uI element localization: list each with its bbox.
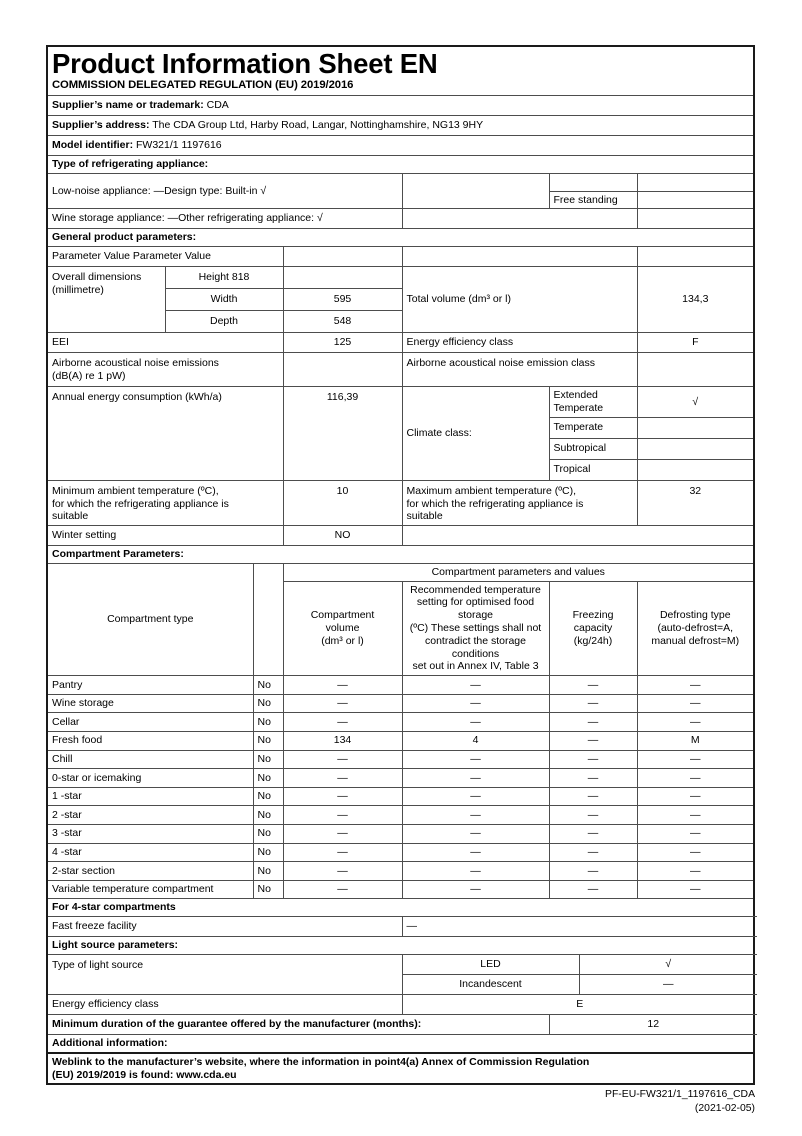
wine-storage-type-label: Wine storage appliance: —Other refrigerating appliance: √ [48, 209, 402, 229]
max-ambient-line1: Maximum ambient temperature (ºC), [406, 484, 577, 497]
airborne-noise-line1: Airborne acoustical noise emissions [52, 357, 219, 370]
page-subtitle: COMMISSION DELEGATED REGULATION (EU) 2019/2016 [52, 79, 354, 92]
supplier-name-value: CDA [206, 99, 229, 112]
compartment-defrost: — [637, 750, 753, 769]
free-standing-label: Free standing [549, 191, 637, 209]
compartment-defrost: — [637, 694, 753, 713]
compartment-temperature-header-line1: Recommended temperature [410, 583, 541, 596]
total-volume-value: 134,3 [637, 267, 753, 333]
light-energy-class-label: Energy efficiency class [48, 994, 402, 1014]
table-row [48, 880, 753, 899]
compartment-freezing: — [549, 843, 637, 862]
compartment-type: Wine storage [48, 694, 253, 713]
product-information-sheet [46, 45, 755, 1085]
winter-setting-label: Winter setting [48, 526, 283, 546]
general-section-row [48, 229, 753, 247]
parameter-header-empty-3 [637, 247, 753, 267]
light-energy-class-row [48, 994, 757, 1014]
eei-value: 125 [283, 333, 402, 353]
light-source-incandescent-value: — [579, 974, 757, 994]
compartment-present: No [253, 694, 283, 713]
wine-storage-type-row [48, 209, 753, 229]
compartment-temperature: — [402, 676, 549, 695]
compartment-temperature-header [402, 581, 549, 676]
energy-efficiency-class-value: F [637, 333, 753, 353]
compartment-present: No [253, 676, 283, 695]
compartment-volume-header-line1: Compartment [310, 609, 375, 622]
compartment-group-header: Compartment parameters and values [283, 564, 753, 581]
compartment-defrost: M [637, 732, 753, 751]
four-star-section-title: For 4-star compartments [48, 899, 757, 916]
compartment-table [48, 564, 753, 900]
compartment-freezing: — [549, 694, 637, 713]
compartment-freezing: — [549, 862, 637, 881]
compartment-freezing-header [549, 581, 637, 676]
total-volume-label: Total volume (dm³ or l) [402, 267, 637, 333]
compartment-type: 4 -star [48, 843, 253, 862]
overall-dimensions-label [48, 267, 165, 333]
energy-efficiency-class-label: Energy efficiency class [402, 333, 637, 353]
compartment-present: No [253, 825, 283, 844]
compartment-volume: — [283, 862, 402, 881]
compartment-type: 3 -star [48, 825, 253, 844]
supplier-address-cell [48, 115, 753, 135]
weblink-cell [48, 1053, 753, 1084]
compartment-volume: — [283, 880, 402, 899]
weblink-line2: (EU) 2019/2019 is found: www.cda.eu [52, 1068, 237, 1081]
dimensions-height-row [48, 267, 753, 289]
min-ambient-line1: Minimum ambient temperature (ºC), [52, 484, 219, 497]
compartment-defrost: — [637, 806, 753, 825]
compartment-temperature: — [402, 787, 549, 806]
compartment-freezing: — [549, 806, 637, 825]
winter-setting-row [48, 526, 753, 546]
compartment-temperature: — [402, 806, 549, 825]
table-row [48, 750, 753, 769]
footer-date: (2021-02-05) [694, 1102, 755, 1114]
climate-class-subtropical-label: Subtropical [549, 438, 637, 459]
wine-storage-type-empty-1 [402, 209, 637, 229]
min-ambient-line2: for which the refrigerating appliance is [52, 497, 229, 510]
compartment-temperature: — [402, 843, 549, 862]
supplier-address-value: The CDA Group Ltd, Harby Road, Langar, Nottinghamshire, NG13 9HY [152, 119, 484, 132]
winter-setting-value: NO [283, 526, 402, 546]
climate-class-temperate-label: Temperate [549, 417, 637, 438]
main-table [48, 47, 753, 564]
min-ambient-value: 10 [283, 480, 402, 525]
supplier-address-label: Supplier’s address: [52, 119, 150, 132]
compartment-freezing-header-line1: Freezing [572, 609, 614, 622]
climate-class-extended-temperate-value: √ [637, 387, 753, 418]
min-ambient-label [48, 480, 283, 525]
low-noise-spacer-cell [402, 173, 549, 209]
height-label: Height 818 [165, 267, 283, 289]
fast-freeze-label: Fast freeze facility [48, 917, 402, 937]
model-identifier-cell [48, 135, 753, 155]
design-type-empty-value [637, 173, 753, 191]
four-star-section-row [48, 899, 757, 916]
airborne-noise-class-value [637, 353, 753, 387]
compartment-type: Variable temperature compartment [48, 880, 253, 899]
additional-info-section-title: Additional information: [48, 1034, 757, 1051]
compartment-volume-header-line3: (dm³ or l) [321, 634, 364, 647]
fast-freeze-value: — [402, 917, 757, 937]
compartment-temperature: — [402, 862, 549, 881]
compartment-temperature-header-line3: (ºC) These settings shall not [409, 622, 542, 635]
light-source-section-title: Light source parameters: [48, 937, 757, 955]
max-ambient-line3: suitable [406, 510, 443, 523]
supplier-name-row [48, 95, 753, 115]
free-standing-value [637, 191, 753, 209]
additional-info-section-row [48, 1034, 757, 1051]
wine-storage-type-empty-2 [637, 209, 753, 229]
light-source-section-row [48, 937, 757, 955]
compartment-type: Cellar [48, 713, 253, 732]
supplier-name-cell [48, 95, 753, 115]
compartment-defrost-header-line1: Defrosting type [659, 609, 731, 622]
compartment-freezing: — [549, 787, 637, 806]
width-value: 595 [283, 289, 402, 311]
compartment-defrost: — [637, 880, 753, 899]
appliance-type-section-row [48, 155, 753, 173]
winter-setting-empty [402, 526, 753, 546]
climate-class-tropical-label: Tropical [549, 459, 637, 480]
compartment-present: No [253, 750, 283, 769]
annual-energy-label: Annual energy consumption (kWh/a) [48, 387, 283, 481]
table-row [48, 694, 753, 713]
footer-reference: PF-EU-FW321/1_1197616_CDA [605, 1089, 755, 1100]
compartment-type: Pantry [48, 676, 253, 695]
compartment-freezing-header-line3: (kg/24h) [573, 634, 613, 647]
compartment-type: Fresh food [48, 732, 253, 751]
light-source-led-value: √ [579, 954, 757, 974]
light-source-led-label: LED [402, 954, 579, 974]
depth-label: Depth [165, 311, 283, 333]
compartment-freezing: — [549, 750, 637, 769]
width-label: Width [165, 289, 283, 311]
compartment-temperature: 4 [402, 732, 549, 751]
eei-label: EEI [48, 333, 283, 353]
table-row [48, 787, 753, 806]
airborne-noise-value [283, 353, 402, 387]
compartment-section-row [48, 546, 753, 564]
general-section-title: General product parameters: [48, 229, 753, 247]
parameter-header-row [48, 247, 753, 267]
compartment-volume: — [283, 825, 402, 844]
light-source-led-row [48, 954, 757, 974]
guarantee-value: 12 [549, 1014, 757, 1034]
compartment-defrost: — [637, 862, 753, 881]
compartment-group-header-row [48, 564, 753, 581]
compartment-present: No [253, 843, 283, 862]
light-source-incandescent-label: Incandescent [402, 974, 579, 994]
supplier-name-label: Supplier’s name or trademark: [52, 99, 204, 112]
parameter-header-label: Parameter Value Parameter Value [48, 247, 283, 267]
compartment-volume: — [283, 843, 402, 862]
weblink-line1: Weblink to the manufacturer’s website, where the information in point4(a) Annex of Commission Regulation [52, 1055, 590, 1068]
max-ambient-line2: for which the refrigerating appliance is [406, 497, 584, 510]
max-ambient-value: 32 [637, 480, 753, 525]
parameter-header-empty-1 [283, 247, 402, 267]
bottom-table [48, 899, 757, 1051]
compartment-volume: — [283, 787, 402, 806]
climate-class-tropical-value [637, 459, 753, 480]
supplier-address-row [48, 115, 753, 135]
compartment-present-header [253, 564, 283, 676]
compartment-type: 2 -star [48, 806, 253, 825]
table-row [48, 806, 753, 825]
compartment-freezing: — [549, 880, 637, 899]
overall-dimensions-line2: (millimetre) [52, 283, 104, 296]
compartment-temperature: — [402, 694, 549, 713]
climate-class-extended-temperate-label: Extended Temperate [549, 387, 637, 418]
compartment-present: No [253, 787, 283, 806]
overall-dimensions-line1: Overall dimensions [52, 271, 142, 284]
compartment-volume: 134 [283, 732, 402, 751]
compartment-type: 2-star section [48, 862, 253, 881]
compartment-defrost: — [637, 769, 753, 788]
height-value [283, 267, 402, 289]
compartment-present: No [253, 769, 283, 788]
climate-class-label: Climate class: [402, 387, 549, 481]
compartment-temperature: — [402, 825, 549, 844]
compartment-defrost: — [637, 713, 753, 732]
compartment-freezing: — [549, 732, 637, 751]
table-row [48, 843, 753, 862]
compartment-volume: — [283, 769, 402, 788]
compartment-type: 1 -star [48, 787, 253, 806]
light-energy-class-value: E [402, 994, 757, 1014]
table-row [48, 862, 753, 881]
compartment-volume: — [283, 694, 402, 713]
compartment-defrost: — [637, 843, 753, 862]
compartment-type-header: Compartment type [48, 564, 253, 676]
table-row [48, 825, 753, 844]
low-noise-row [48, 173, 753, 191]
eei-row [48, 333, 753, 353]
depth-value: 548 [283, 311, 402, 333]
guarantee-label: Minimum duration of the guarantee offered by the manufacturer (months): [48, 1014, 549, 1034]
airborne-noise-label [48, 353, 283, 387]
climate-class-temperate-value [637, 417, 753, 438]
compartment-defrost: — [637, 676, 753, 695]
compartment-temperature: — [402, 713, 549, 732]
title-row [48, 47, 753, 95]
compartment-volume: — [283, 806, 402, 825]
compartment-section-title: Compartment Parameters: [48, 546, 753, 564]
compartment-defrost-header-line3: manual defrost=M) [651, 634, 740, 647]
airborne-noise-class-label: Airborne acoustical noise emission class [402, 353, 637, 387]
guarantee-row [48, 1014, 757, 1034]
light-source-type-label: Type of light source [48, 954, 402, 994]
compartment-freezing: — [549, 825, 637, 844]
appliance-type-section-title: Type of refrigerating appliance: [48, 155, 753, 173]
model-identifier-row [48, 135, 753, 155]
parameter-header-empty-2 [402, 247, 637, 267]
compartment-volume: — [283, 750, 402, 769]
compartment-temperature-header-line5: set out in Annex IV, Table 3 [412, 660, 539, 673]
annual-energy-row [48, 387, 753, 418]
table-row [48, 769, 753, 788]
climate-class-subtropical-value [637, 438, 753, 459]
compartment-volume-header-line2: volume [325, 622, 360, 635]
ambient-temperature-row [48, 480, 753, 525]
compartment-temperature: — [402, 880, 549, 899]
compartment-present: No [253, 806, 283, 825]
compartment-type: Chill [48, 750, 253, 769]
compartment-freezing: — [549, 769, 637, 788]
compartment-freezing: — [549, 713, 637, 732]
page-title: Product Information Sheet EN [52, 48, 438, 79]
min-ambient-line3: suitable [52, 510, 89, 523]
compartment-present: No [253, 880, 283, 899]
compartment-type: 0-star or icemaking [48, 769, 253, 788]
compartment-temperature-header-line2: setting for optimised food storage [416, 596, 535, 622]
compartment-defrost: — [637, 825, 753, 844]
compartment-temperature: — [402, 750, 549, 769]
compartment-temperature-header-line4: contradict the storage conditions [425, 634, 526, 660]
weblink-table [48, 1052, 753, 1084]
max-ambient-label [402, 480, 637, 525]
airborne-noise-line2: (dB(A) re 1 pW) [52, 369, 126, 382]
compartment-defrost-header [637, 581, 753, 676]
annual-energy-value: 116,39 [283, 387, 402, 481]
compartment-temperature: — [402, 769, 549, 788]
model-identifier-value: FW321/1 1197616 [136, 139, 222, 152]
title-cell [48, 47, 753, 95]
compartment-volume-header [283, 581, 402, 676]
table-row [48, 713, 753, 732]
weblink-row [48, 1053, 753, 1084]
compartment-freezing-header-line2: capacity [573, 622, 613, 635]
design-type-empty-cell [549, 173, 637, 191]
low-noise-label: Low-noise appliance: —Design type: Built-in √ [48, 173, 402, 209]
compartment-freezing: — [549, 676, 637, 695]
compartment-volume: — [283, 713, 402, 732]
compartment-defrost-header-line2: (auto-defrost=A, [657, 622, 734, 635]
footer [605, 1088, 755, 1115]
compartment-present: No [253, 713, 283, 732]
compartment-present: No [253, 732, 283, 751]
airborne-noise-row [48, 353, 753, 387]
model-identifier-label: Model identifier: [52, 139, 134, 152]
compartment-defrost: — [637, 787, 753, 806]
table-row [48, 732, 753, 751]
compartment-present: No [253, 862, 283, 881]
compartment-volume: — [283, 676, 402, 695]
fast-freeze-row [48, 917, 757, 937]
table-row [48, 676, 753, 695]
